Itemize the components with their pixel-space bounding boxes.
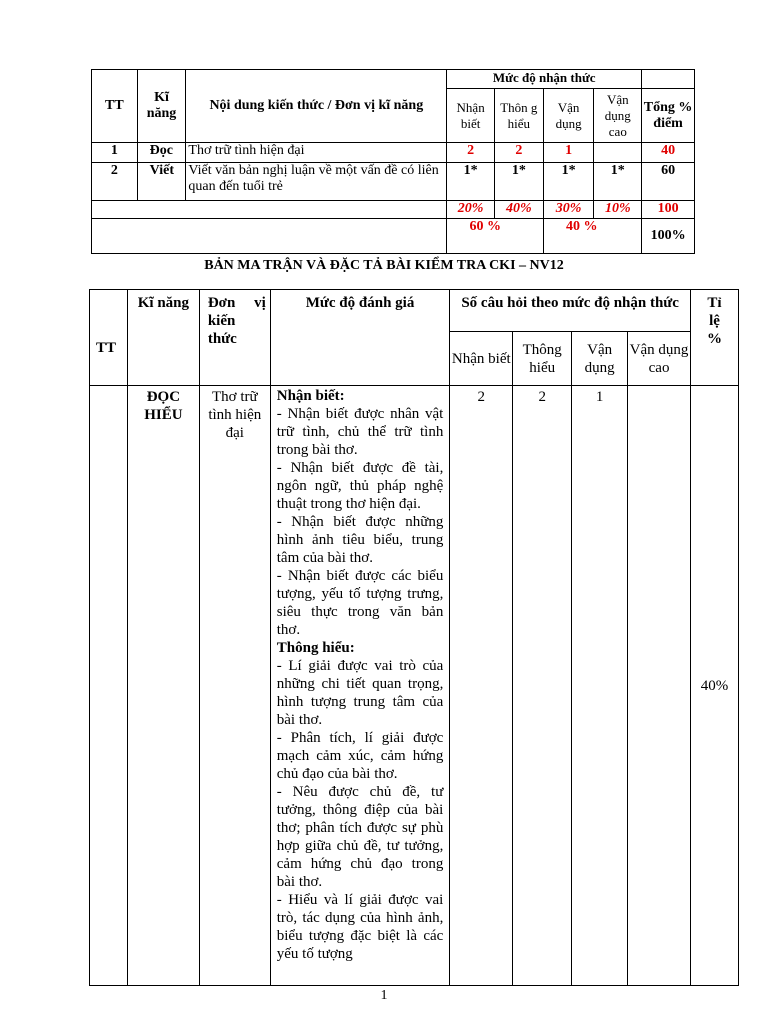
t1-header-content: Nội dung kiến thức / Đơn vị kĩ năng: [186, 70, 447, 143]
t1-header-l3: Vận dụng: [543, 89, 594, 143]
th-item: - Nêu được chủ đề, tư tưởng, thông điệp của bài thơ; phân tích được sự phù hợp giữa chủ đề, tư tưởng, cảm hứng chủ đạo trong bài thơ.: [276, 784, 444, 890]
t1-sum-total: 100%: [642, 219, 695, 254]
t1-header-blank: [642, 70, 695, 89]
nb-item: - Nhận biết được những hình ảnh tiêu biểu, trung tâm của bài thơ.: [276, 514, 444, 566]
t1-sum-a: 60 %: [469, 219, 502, 234]
th-item: - Hiểu và lí giải được vai trò, tác dụng của hình ảnh, biểu tượng đặc biệt là các yếu tố tượng: [276, 892, 444, 962]
t2-row-tt: [90, 386, 128, 986]
t2-header-assess: Mức độ đánh giá: [270, 290, 450, 386]
t1-header-skill: Kĩ năng: [137, 70, 186, 143]
t1-sum-b: 40 %: [565, 219, 598, 234]
t2-header-skill: Kĩ năng: [127, 290, 199, 386]
t1-pct-label: [92, 201, 447, 219]
t2-header-l2: Thông hiểu: [513, 332, 572, 386]
table-row: [92, 219, 695, 254]
specification-table: [89, 289, 739, 986]
t1-row1-l1: 2: [447, 143, 495, 163]
t1-pct-total: 100: [642, 201, 695, 219]
th-item: - Lí giải được vai trò của những chi tiết quan trọng, hình tượng trung tâm của bài thơ.: [276, 658, 444, 728]
t2-header-tt: TT: [90, 290, 128, 386]
t1-header-l2: Thôn g hiểu: [494, 89, 543, 143]
t2-header-unit: Đơn vị kiến thức: [199, 290, 270, 386]
t1-row2-l4: 1*: [594, 163, 642, 201]
nb-item: - Nhận biết được nhân vật trữ tình, chủ thể trữ tình trong bài thơ.: [276, 406, 444, 458]
nb-heading: Nhận biết:: [276, 388, 345, 404]
t1-header-level-group: Mức độ nhận thức: [447, 70, 642, 89]
t2-header-count-group: Số câu hỏi theo mức độ nhận thức: [450, 290, 691, 332]
t2-row-ratio: 40%: [690, 386, 738, 986]
t1-row2-total: 60: [642, 163, 695, 201]
t1-row2-l3: 1*: [543, 163, 594, 201]
t1-row1-l4: [594, 143, 642, 163]
t1-sum-label: [92, 219, 447, 254]
table-row: [92, 163, 695, 201]
t1-header-total: Tổng % điểm: [642, 89, 695, 143]
t2-header-l4: Vận dụng cao: [628, 332, 691, 386]
th-item: - Phân tích, lí giải được mạch cảm xúc, cảm hứng chủ đạo của bài thơ.: [276, 730, 444, 782]
page-number: 1: [380, 988, 388, 1003]
page-title: BẢN MA TRẬN VÀ ĐẶC TẢ BÀI KIỂM TRA CKI – NV12: [204, 258, 564, 273]
t2-row-assess: [270, 386, 450, 986]
knowledge-matrix-table: [91, 69, 695, 254]
t2-header-ratio: Tỉ lệ %: [690, 290, 738, 386]
nb-item: - Nhận biết được các biểu tượng, yếu tố tượng trưng, siêu thực trong văn bản thơ.: [276, 568, 444, 638]
t1-row1-tt: 1: [92, 143, 138, 163]
t1-row1-skill: Đọc: [137, 143, 186, 163]
t2-row-unit: Thơ trữ tình hiện đại: [199, 386, 270, 986]
t1-row1-total: 40: [642, 143, 695, 163]
t1-row2-tt: 2: [92, 163, 138, 201]
table-row: [92, 201, 695, 219]
nb-item: - Nhận biết được đề tài, ngôn ngữ, thủ pháp nghệ thuật trong thơ hiện đại.: [276, 460, 444, 512]
t2-row-l2: 2: [513, 386, 572, 986]
th-heading: Thông hiểu:: [276, 640, 355, 656]
t1-header-tt: TT: [92, 70, 138, 143]
t1-header-l1: Nhận biết: [447, 89, 495, 143]
table-row: [92, 143, 695, 163]
t1-row2-l1: 1*: [447, 163, 495, 201]
t1-pct-l4: 10%: [594, 201, 642, 219]
t1-pct-l1: 20%: [447, 201, 495, 219]
t1-row2-skill: Viết: [137, 163, 186, 201]
t1-row1-l2: 2: [494, 143, 543, 163]
t1-row2-l2: 1*: [494, 163, 543, 201]
t1-header-l4: Vận dụng cao: [594, 89, 642, 143]
t1-pct-l3: 30%: [543, 201, 594, 219]
t1-pct-l2: 40%: [494, 201, 543, 219]
t1-row2-content: Viết văn bản nghị luận về một vấn đề có liên quan đến tuổi trẻ: [186, 163, 447, 201]
t2-row-skill: ĐỌC HIỂU: [127, 386, 199, 986]
t2-row-l4: [628, 386, 691, 986]
t2-header-l1: Nhận biết: [450, 332, 513, 386]
t2-row-l1: 2: [450, 386, 513, 986]
t2-header-l3: Vận dụng: [572, 332, 628, 386]
t2-row-l3: 1: [572, 386, 628, 986]
t1-row1-content: Thơ trữ tình hiện đại: [186, 143, 447, 163]
t1-row1-l3: 1: [543, 143, 594, 163]
table-row: [90, 386, 739, 986]
